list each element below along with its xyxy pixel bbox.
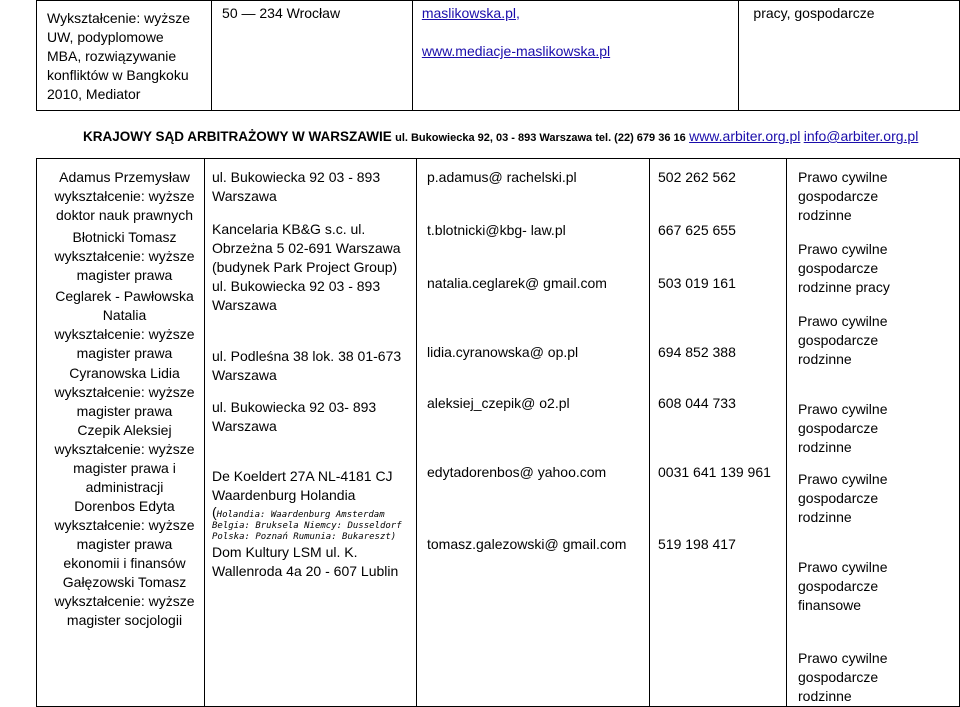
phones-column xyxy=(650,159,787,707)
person-name: Czepik Aleksiej xyxy=(77,422,172,438)
website-cell xyxy=(412,1,739,111)
address-line: De Koeldert 27A NL-4181 CJ xyxy=(212,468,393,484)
website-link[interactable]: maslikowska.pl xyxy=(421,5,516,21)
address-block xyxy=(212,467,412,543)
phone-text: 519 198 417 xyxy=(658,536,736,552)
education-line: konfliktów w Bangkoku xyxy=(47,67,189,83)
emails-column xyxy=(417,159,650,707)
person-education: wykształcenie: wyższe xyxy=(54,326,195,342)
specialty-line: rodzinne xyxy=(798,351,852,367)
table-row xyxy=(37,1,960,111)
education-cell xyxy=(37,1,212,111)
specialty-line: Prawo cywilne gospodarcze xyxy=(798,241,888,276)
address-line: (budynek Park Project Group) xyxy=(212,259,398,275)
education-line: 2010, Mediator xyxy=(47,86,141,102)
person-education: wykształcenie: wyższe xyxy=(54,593,195,609)
court-heading xyxy=(83,128,918,144)
address-line: Waardenburg Holandia xyxy=(212,487,356,503)
addresses-column xyxy=(205,159,417,707)
specialty-block xyxy=(798,470,959,527)
address-line: Warszawa xyxy=(212,188,277,204)
address-line: ul. Bukowiecka 92 03 - 893 xyxy=(212,278,381,294)
address-line: Warszawa xyxy=(212,297,277,313)
person-name-block xyxy=(49,573,200,630)
specialty-line: rodzinne xyxy=(798,688,852,704)
education-line: UW, podyplomowe xyxy=(47,29,164,45)
person-name: Adamus Przemysław xyxy=(59,169,190,185)
person-degree: ekonomii i finansów xyxy=(63,555,186,571)
person-name: Natalia xyxy=(102,307,147,323)
address-block xyxy=(212,347,412,385)
specialty-line: finansowe xyxy=(798,597,862,613)
person-name: Dorenbos Edyta xyxy=(74,498,175,514)
phone-text: 502 262 562 xyxy=(658,169,736,185)
address-line: Kancelaria KB&G s.c. ul. xyxy=(212,221,366,237)
specialty-line: rodzinne pracy xyxy=(798,279,890,295)
website-link[interactable]: www.mediacje-maslikowska.pl xyxy=(421,43,611,59)
person-name: Ceglarek - Pawłowska xyxy=(55,288,194,304)
person-name-block xyxy=(49,287,200,363)
phone-text: 0031 641 139 961 xyxy=(658,464,771,480)
person-name-block xyxy=(49,168,200,225)
address-line: ul. Podleśna 38 lok. 38 01-673 xyxy=(212,348,402,364)
address-note: Polska: Poznań Rumunia: Bukareszt) xyxy=(212,532,397,542)
person-name: Błotnicki Tomasz xyxy=(72,229,177,245)
address-block xyxy=(212,277,412,315)
court-email-link[interactable]: info@arbiter.org.pl xyxy=(803,128,919,144)
education-line: Wykształcenie: wyższe xyxy=(47,10,191,26)
address-block xyxy=(212,168,412,206)
phone-text: 667 625 655 xyxy=(658,222,736,238)
specialty-cell xyxy=(739,1,960,111)
person-degree: magister prawa i xyxy=(73,460,176,476)
address-block xyxy=(212,543,412,581)
person-degree: administracji xyxy=(85,479,164,495)
person-name-block xyxy=(49,421,200,497)
address-line: Obrzeżna 5 02-691 Warszawa xyxy=(212,240,401,256)
specialty-line: Prawo cywilne gospodarcze xyxy=(798,313,888,348)
address-note-prefix: ( xyxy=(212,504,217,520)
specialty-text: pracy, gospodarcze xyxy=(753,5,875,21)
person-education: wykształcenie: wyższe xyxy=(54,384,195,400)
person-name: Gałęzowski Tomasz xyxy=(62,574,187,590)
person-name-block xyxy=(49,497,200,573)
person-degree: magister socjologii xyxy=(66,612,183,628)
person-education: wykształcenie: wyższe xyxy=(54,248,195,264)
court-website-link[interactable]: www.arbiter.org.pl xyxy=(689,128,801,144)
mediators-table xyxy=(36,158,960,707)
email-text: edytadorenbos@ yahoo.com xyxy=(427,464,607,480)
person-degree: magister prawa xyxy=(76,536,173,552)
specialty-block xyxy=(798,240,959,297)
phone-text: 694 852 388 xyxy=(658,344,736,360)
email-text: p.adamus@ rachelski.pl xyxy=(427,169,577,185)
address-line: Wallenroda 4a 20 - 607 Lublin xyxy=(212,563,399,579)
address-line: Warszawa xyxy=(212,418,277,434)
specialty-line: Prawo cywilne gospodarcze xyxy=(798,471,888,506)
address-note: Belgia: Bruksela Niemcy: Dusseldorf xyxy=(212,521,402,531)
address-note: Holandia: Waardenburg Amsterdam xyxy=(216,510,385,520)
specialty-line: Prawo cywilne gospodarcze xyxy=(798,401,888,436)
person-degree: magister prawa xyxy=(76,267,173,283)
table-row xyxy=(37,159,960,707)
comma: , xyxy=(515,5,520,21)
address-block xyxy=(212,398,412,436)
specialty-line: rodzinne xyxy=(798,207,852,223)
specialty-block xyxy=(798,558,959,615)
email-text: t.blotnicki@kbg- law.pl xyxy=(427,222,566,238)
address-block xyxy=(212,220,412,277)
person-degree: doktor nauk prawnych xyxy=(56,207,193,223)
person-name: Cyranowska Lidia xyxy=(69,365,180,381)
specialty-line: rodzinne xyxy=(798,439,852,455)
phone-text: 503 019 161 xyxy=(658,275,736,291)
specialties-column xyxy=(787,159,960,707)
email-text: natalia.ceglarek@ gmail.com xyxy=(427,275,607,291)
names-column xyxy=(37,159,205,707)
email-text: tomasz.galezowski@ gmail.com xyxy=(427,536,627,552)
person-name-block xyxy=(49,364,200,421)
address-text: 50 — 234 Wrocław xyxy=(222,5,341,21)
specialty-block xyxy=(798,312,959,369)
address-cell xyxy=(212,1,413,111)
specialty-block xyxy=(798,400,959,457)
person-education: wykształcenie: wyższe xyxy=(54,517,195,533)
person-degree: magister prawa xyxy=(76,403,173,419)
specialty-line: Prawo cywilne gospodarcze xyxy=(798,559,888,594)
specialty-line: Prawo cywilne gospodarcze xyxy=(798,169,888,204)
person-name-block xyxy=(49,228,200,285)
education-line: MBA, rozwiązywanie xyxy=(47,48,177,64)
phone-text: 608 044 733 xyxy=(658,395,736,411)
court-name: KRAJOWY SĄD ARBITRAŻOWY W WARSZAWIE xyxy=(83,129,392,144)
address-line: Warszawa xyxy=(212,367,277,383)
email-text: lidia.cyranowska@ op.pl xyxy=(427,344,579,360)
specialty-line: Prawo cywilne gospodarcze xyxy=(798,650,888,685)
court-address: ul. Bukowiecka 92, 03 - 893 Warszawa tel. (22) 679 36 16 xyxy=(395,132,686,144)
person-degree: magister prawa xyxy=(76,345,173,361)
person-education: wykształcenie: wyższe xyxy=(54,188,195,204)
person-education: wykształcenie: wyższe xyxy=(54,441,195,457)
address-line: ul. Bukowiecka 92 03- 893 xyxy=(212,399,377,415)
specialty-block xyxy=(798,649,959,706)
specialty-line: rodzinne xyxy=(798,509,852,525)
email-text: aleksiej_czepik@ o2.pl xyxy=(427,395,570,411)
address-line: Dom Kultury LSM ul. K. xyxy=(212,544,358,560)
previous-entry-table xyxy=(36,0,960,111)
specialty-block xyxy=(798,168,959,225)
address-line: ul. Bukowiecka 92 03 - 893 xyxy=(212,169,381,185)
